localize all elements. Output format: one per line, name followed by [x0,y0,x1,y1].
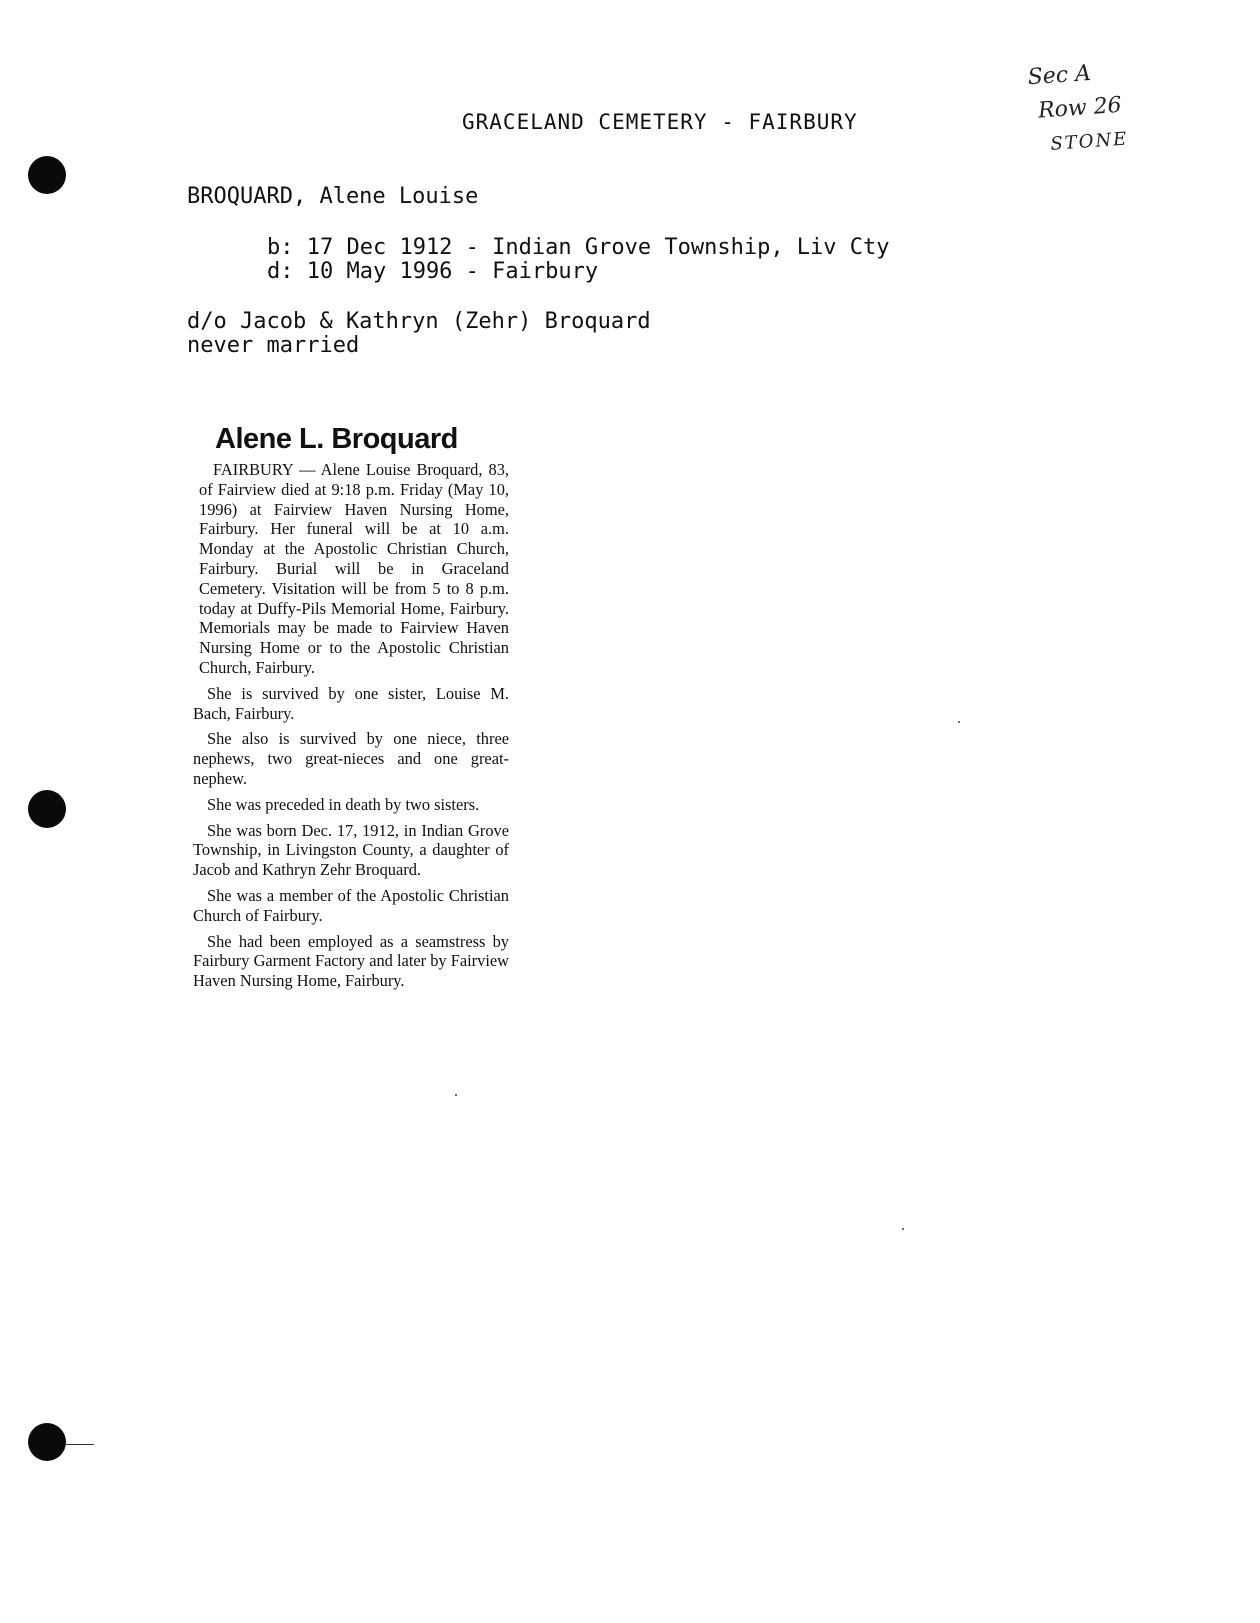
obituary-paragraph: She had been employed as a seamstress by Fairbury Garment Factory and later by Fairview Haven Nursing Home, Fairbury. [193,931,509,991]
punch-hole-middle [28,790,66,828]
scan-speck [958,721,960,723]
obituary-clipping [193,423,509,1098]
handwritten-stone: STONE [1049,128,1130,155]
scan-speck [455,1094,457,1096]
handwritten-row: Row 26 [1037,92,1123,124]
record-parents: d/o Jacob & Kathryn (Zehr) Broquard [187,309,651,334]
record-death: d: 10 May 1996 - Fairbury [267,259,599,284]
punch-hole-top [28,156,66,194]
obituary-paragraph: She also is survived by one niece, three nephews, two great-nieces and one great-nephew. [193,729,509,788]
punch-hole-bottom [28,1423,66,1461]
scan-speck [902,1228,904,1230]
obituary-paragraph: She was a member of the Apostolic Christian Church of Fairbury. [193,885,509,925]
obituary-body [193,460,509,991]
obituary-paragraph: FAIRBURY — Alene Louise Broquard, 83, of Fairview died at 9:18 p.m. Friday (May 10, 1996) at Fairview Haven Nursing Home, Fairbury. Her funeral will be at 10 a.m. Monday at the Apostolic Christian Church, Fairbury. Burial will be in Graceland Cemetery. Visitation will be from 5 to 8 p.m. today at Duffy-Pils Memorial Home, Fairbury. Memorials may be made to Fairview Haven Nursing Home or to the Apostolic Christian Church, Fairbury. [199,460,509,677]
obituary-headline: Alene L. Broquard [215,423,458,455]
record-marital-status: never married [187,333,360,358]
record-birth: b: 17 Dec 1912 - Indian Grove Township, Liv Cty [267,235,890,260]
handwritten-plot-note [1027,51,1184,163]
handwritten-section: Sec A [1026,60,1092,91]
obituary-paragraph: She was preceded in death by two sisters. [207,794,480,814]
record-name: BROQUARD, Alene Louise [187,184,479,209]
obituary-paragraph: She is survived by one sister, Louise M. Bach, Fairbury. [193,683,509,723]
obituary-paragraph: She was born Dec. 17, 1912, in Indian Grove Township, in Livingston County, a daughter of Jacob and Kathryn Zehr Broquard. [193,820,509,880]
scan-mark [66,1444,94,1445]
page-title: GRACELAND CEMETERY - FAIRBURY [462,110,858,134]
